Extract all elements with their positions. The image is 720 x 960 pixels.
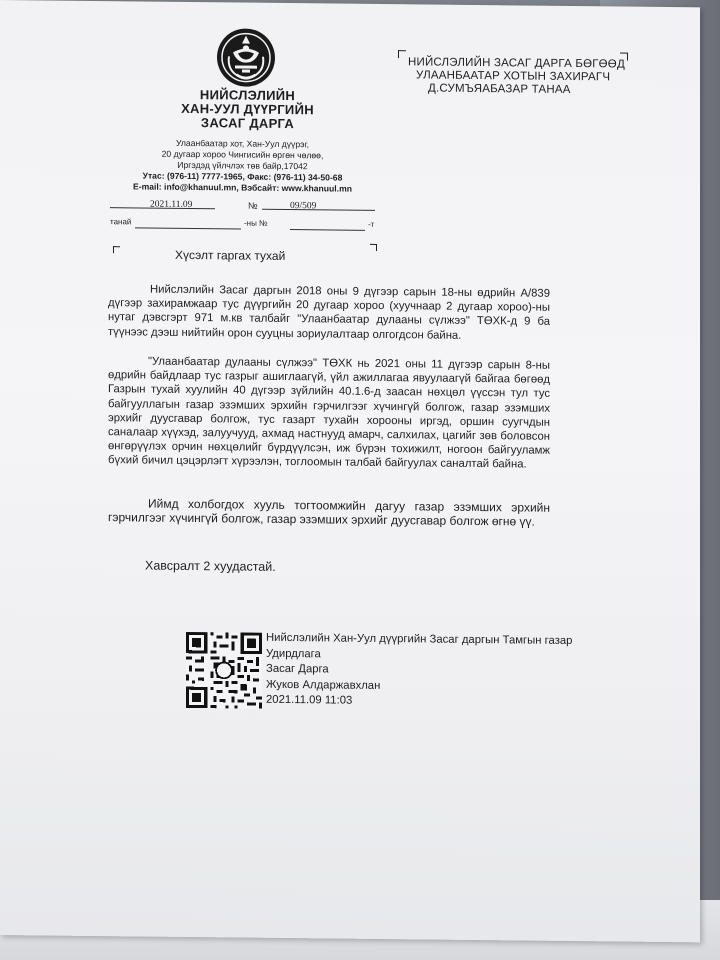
address-line: Улаанбаатар хот, Хан-Уул дүүрэг, — [176, 137, 309, 150]
addressee-block — [408, 56, 625, 97]
body-paragraph-2: "Улаанбаатар дулааны сүлжээ" ТӨХК нь 2021 оны 11 дүгээр сарын 8-ны өдрийн байдлаар тус газрыг ашиглаагүй, үйл ажиллагаа явуулаагүй байгаа бөгөөд Газрын тухай хуулийн 40 дүгээр зүйлийн 40.1.6-д заасан нөхцөл үүссэн тул тус байгууллагын газар эзэмших эрхийн гэрчилгээг хүчингүй болгож, газар эзэмших эрхийг дуусгавар болгож, тус газарт тухайн хорооны иргэд, оршин суугчдын саналаар хүүхэд, залуучууд, ахмад настнууд амарч, салхилах, цагийг зөв боловсон өнгөрүүлэх орчин нөхцөлийг бүрдүүлсэн, иж бүрэн тохижилт, ногоон байгууламж бүхий бичил цэцэрлэгт хүрээлэн, тоглоомын талбай байгуулах саналтай байна. — [108, 355, 550, 471]
subject-bracket-right — [370, 244, 377, 251]
addressee-line: Д.СУМЪЯАБАЗАР ТАНАА — [428, 82, 571, 96]
signature-line: Нийслэлийн Хан-Уул дүүргийн Засаг даргын Тамгын газар — [266, 631, 573, 647]
e-signature-block — [266, 631, 572, 712]
issuer-address — [100, 137, 385, 195]
signature-line: 2021.11.09 11:03 — [266, 694, 353, 708]
signature-line: Жуков Алдаржавхлан — [266, 678, 381, 692]
nyn-underline — [290, 229, 365, 231]
attachment-note: Хавсралт 2 хуудастай. — [145, 558, 276, 574]
qr-code-icon — [186, 632, 262, 709]
body-paragraph-1: Нийслэлийн Засаг даргын 2018 оны 9 дүгээр сарын 18-ны өдрийн А/839 дүгээр захирамжаар тус дүүргийн 20 дугаар хороо (хуучнаар 2 дугаар хороо)-ны нутаг дэвсгэрт 971 м.кв талбайг "Улаанбаатар дулааны сүлжээ" ТӨХК-д 9 ба түүнээс дээш нийтийн орон сууцны зориулалтаар олгогдсон байна. — [108, 283, 550, 342]
addressee-line: НИЙСЛЭЛИЙН ЗАСАГ ДАРГА БӨГӨӨД — [408, 56, 625, 71]
address-line: Утас: (976-11) 7777-1965, Факс: (976-11) 34-50-68 — [142, 170, 343, 183]
issuer-line: ЗАСАГ ДАРГА — [200, 115, 295, 132]
body-paragraph-3: Иймд холбогдох хууль тогтоомжийн дагуу газар эзэмших эрхийн гэрчилгээг хүчингүй болгож, газар эзэмших эрхийг дуусгавар болгож өгнө үү. — [108, 496, 550, 529]
number-underline — [262, 209, 375, 211]
addressee-bracket-left — [398, 50, 406, 58]
signature-line: Засаг Дарга — [266, 662, 329, 676]
issuer-line: ХАН-УУЛ ДҮҮРГИЙН — [181, 100, 314, 118]
addressee-line: УЛААНБААТАР ХОТЫН ЗАХИРАГЧ — [416, 69, 611, 84]
tanai-label: танай — [110, 217, 132, 227]
signature-line: Удирдлага — [266, 647, 321, 660]
state-emblem-icon — [215, 26, 277, 89]
letter-number: 09/509 — [290, 201, 317, 212]
nyn-label: -ны № — [244, 218, 268, 228]
number-label: № — [248, 200, 258, 211]
letter-date: 2021.11.09 — [150, 199, 193, 211]
address-line: E-mail: info@khanuul.mn, Вэбсайт: www.khanuul.mn — [133, 181, 352, 194]
t-label: -т — [368, 219, 375, 229]
issuer-title — [145, 88, 350, 132]
address-line: 20 дугаар хороо Чингисийн өргөн чөлөө, — [161, 148, 324, 161]
subject-line: Хүсэлт гаргах тухай — [175, 247, 286, 263]
subject-bracket-left — [113, 246, 120, 253]
address-line: Иргэдэд үйлчлэх төв байр,17042 — [177, 159, 308, 172]
issuer-line: НИЙСЛЭЛИЙН — [199, 87, 296, 104]
tanai-underline — [135, 227, 241, 229]
